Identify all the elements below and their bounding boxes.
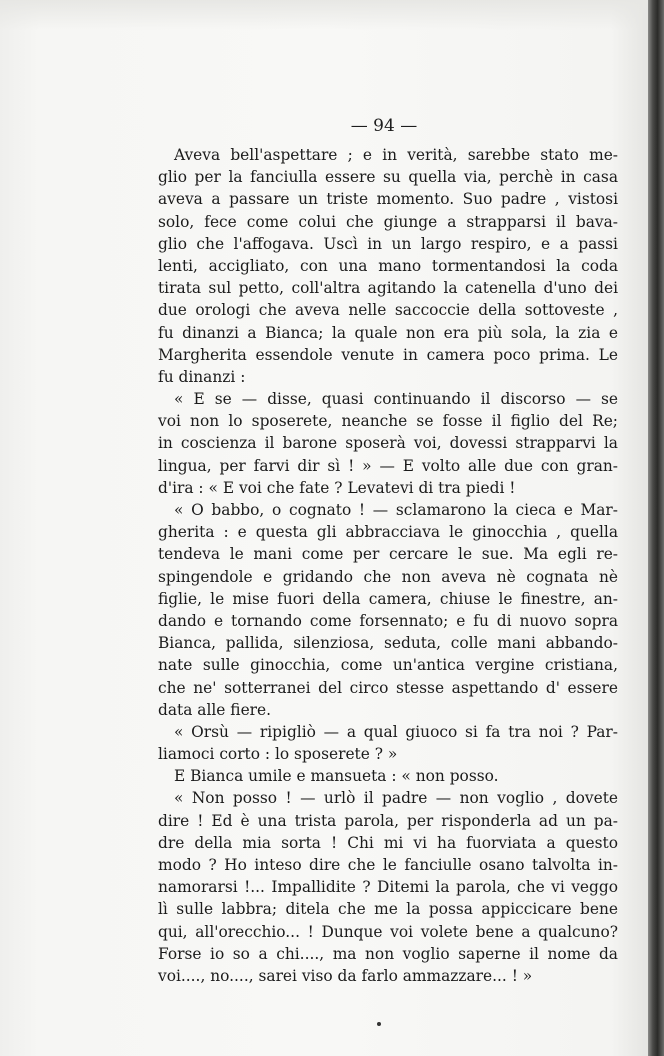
text-line: Margherita essendole venute in camera poco prima. Le <box>158 345 618 364</box>
text-line: « O babbo, o cognato ! — sclamarono la cieca e Mar- <box>174 501 618 519</box>
text-line: figlie, le mise fuori della camera, chiuse le finestre, an- <box>158 589 618 608</box>
text-line: voi non lo sposerete, neanche se fosse il figlio del Re; <box>158 412 618 431</box>
text-line: che ne' sotterranei del circo stesse aspettando d' essere <box>158 678 618 697</box>
text-line: Forse io so a chi...., ma non voglio saperne il nome da <box>158 944 618 963</box>
text-line: voi...., no...., sarei viso da farlo ammazzare... ! » <box>158 966 533 985</box>
text-line: fu dinanzi a Bianca; la quale non era più sola, la zia e <box>158 323 618 342</box>
text-line: Aveva bell'aspettare ; e in verità, sarebbe stato me- <box>174 146 618 164</box>
text-line: lingua, per farvi dir sì ! » — E volto alle due con gran- <box>158 456 618 475</box>
text-line: dire ! Ed è una trista parola, per risponderla ad un pa- <box>158 811 618 830</box>
ink-speck <box>377 1022 381 1026</box>
text-line: glio per la fanciulla essere su quella via, perchè in casa <box>158 168 618 187</box>
text-line: fu dinanzi : <box>158 367 246 386</box>
text-line: « E se — disse, quasi continuando il discorso — se <box>174 390 618 409</box>
body-text <box>158 144 618 987</box>
text-line: « Non posso ! — urlò il padre — non voglio , dovete <box>174 789 618 808</box>
text-line: nate sulle ginocchia, come un'antica vergine cristiana, <box>158 656 618 675</box>
text-line: dando e tornando come forsennato; e fu di nuovo sopra <box>158 611 618 630</box>
page-edge-shadow <box>648 0 664 1056</box>
text-line: « Orsù — ripigliò — a qual giuoco si fa tra noi ? Par- <box>174 722 618 741</box>
page-number: — 94 — <box>350 116 418 136</box>
text-line: liamoci corto : lo sposerete ? » <box>158 745 398 764</box>
text-line: in coscienza il barone sposerà voi, dovessi strapparvi la <box>158 434 618 453</box>
text-line: spingendole e gridando che non aveva nè cognata nè <box>158 567 618 586</box>
text-line: dre della mia sorta ! Chi mi vi ha fuorviata a questo <box>158 833 618 852</box>
text-line: due orologi che aveva nelle saccoccie della sottoveste , <box>158 301 618 320</box>
text-line: E Bianca umile e mansueta : « non posso. <box>174 767 499 786</box>
text-line: d'ira : « E voi che fate ? Levatevi di tra piedi ! <box>158 478 516 497</box>
text-line: modo ? Ho inteso dire che le fanciulle osano talvolta in- <box>158 856 618 874</box>
text-line: data alle fiere. <box>158 700 272 719</box>
text-line: gherita : e questa gli abbracciava le ginocchia , quella <box>158 523 618 542</box>
text-line: aveva a passare un triste momento. Suo padre , vistosi <box>158 190 618 209</box>
text-line: namorarsi !... Impallidite ? Ditemi la parola, che vi veggo <box>158 878 618 897</box>
text-line: tirata sul petto, coll'altra agitando la catenella d'uno dei <box>158 279 618 298</box>
page-top-shading <box>0 0 650 30</box>
text-line: lenti, accigliato, con una mano tormentandosi la coda <box>158 256 618 275</box>
text-line: Bianca, pallida, silenziosa, seduta, colle mani abbando- <box>158 634 618 653</box>
text-line: qui, all'orecchio... ! Dunque voi volete bene a qualcuno? <box>158 922 618 941</box>
text-line: solo, fece come colui che giunge a strapparsi il bava- <box>158 212 618 231</box>
text-line: lì sulle labbra; ditela che me la possa appiccicare bene <box>158 900 618 919</box>
text-line: glio che l'affogava. Uscì in un largo respiro, e a passi <box>158 234 618 253</box>
text-line: tendeva le mani come per cercare le sue. Ma egli re- <box>158 545 618 564</box>
